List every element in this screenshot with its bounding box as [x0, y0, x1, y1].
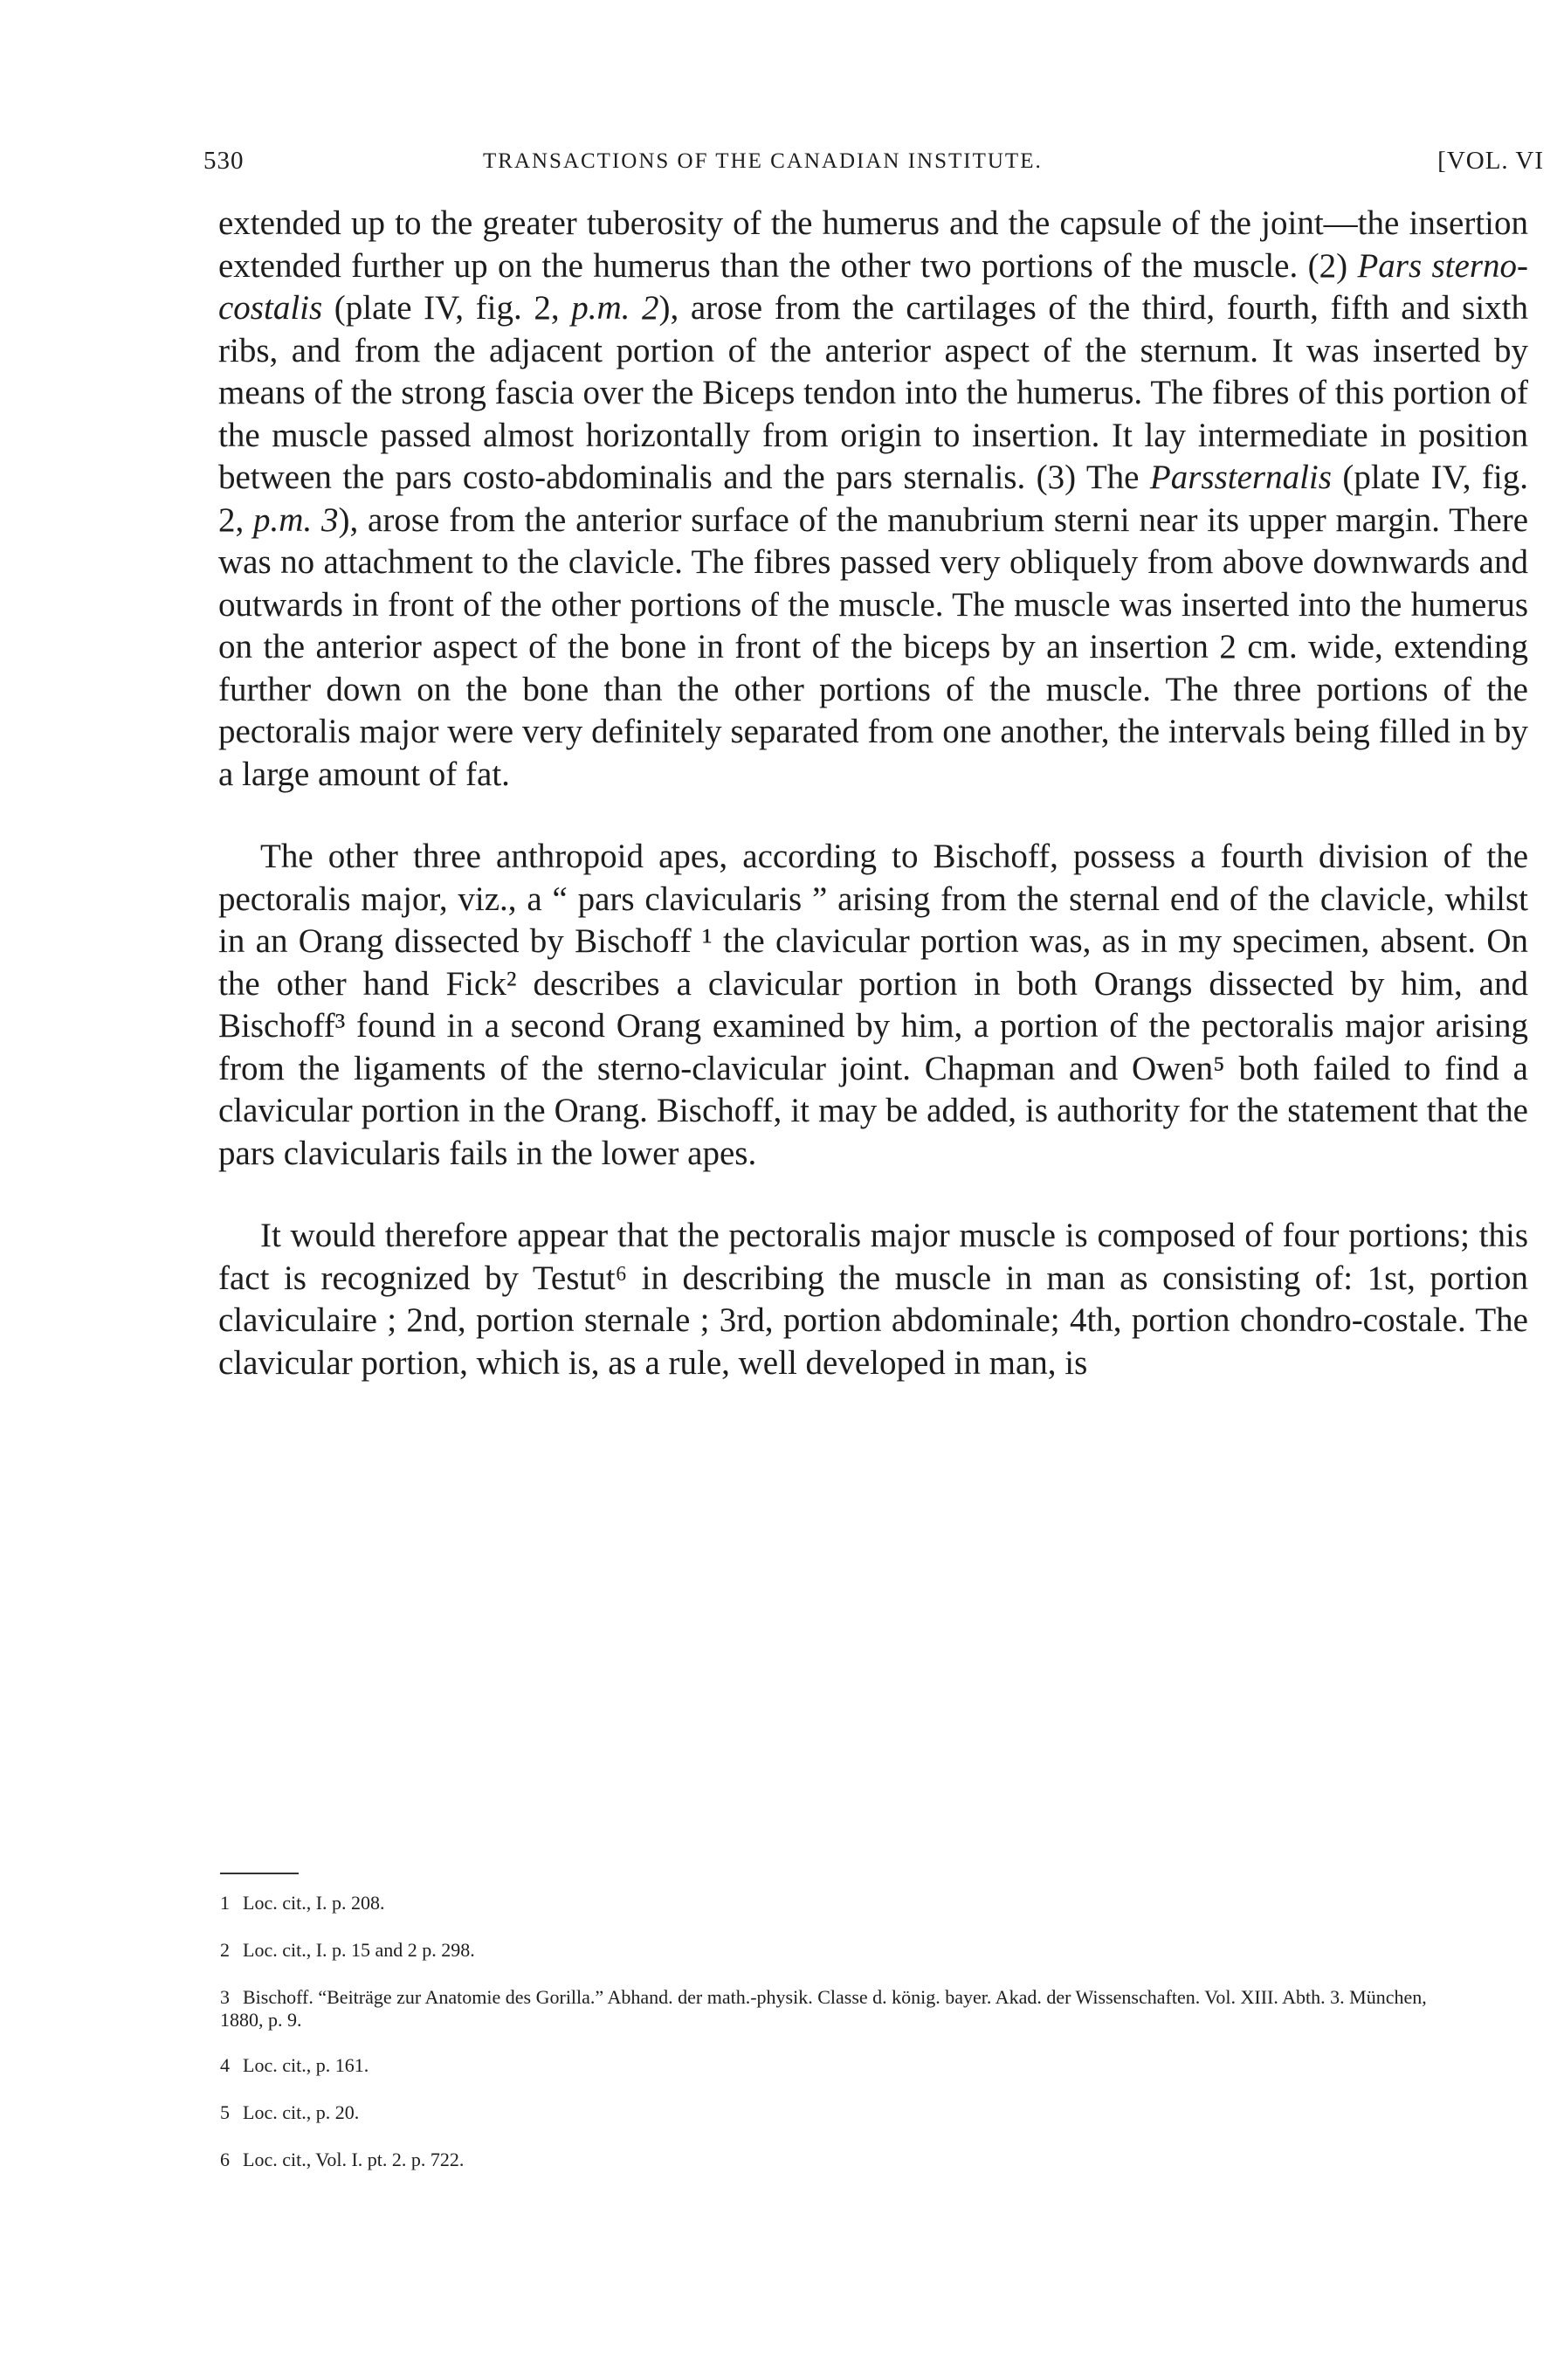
italic-term: Pars sterno-costalis [218, 246, 1528, 327]
journal-title: TRANSACTIONS OF THE CANADIAN INSTITUTE. [483, 149, 1043, 173]
footnote: 6 Loc. cit., Vol. I. pt. 2. p. 722. [220, 2149, 465, 2170]
footnote: 3 Bischoff. “Beiträge zur Anatomie des Gorilla.” Abhand. der math.-physik. Classe d. könig. bayer. Akad. der Wissenschaften. Vol. XIII. Abth. 3. München, 1880, p. 9. [220, 1986, 1427, 2031]
italic-term: Parssternalis [1149, 459, 1332, 496]
paragraph-3: It would therefore appear that the pectoralis major muscle is composed of four portions; this fact is recognized by Testut⁶ in describing the muscle in man as consisting of: 1st, portion claviculaire ; 2nd, portion sternale ; 3rd, portion abdominale; 4th, portion chondro-costale. The clavicular portion, which is, as a rule, well developed in man, is [218, 1217, 1528, 1382]
paragraph-2: The other three anthropoid apes, according to Bischoff, possess a fourth division of the pectoralis major, viz., a “ pars clavicularis ” arising from the sternal end of the clavicle, whilst in an Orang dissected by Bischoff ¹ the clavicular portion was, as in my specimen, absent. On the other hand Fick² describes a clavicular portion in both Orangs dissected by him, and Bischoff³ found in a second Orang examined by him, a portion of the pectoralis major arising from the ligaments of the sterno-clavicular joint. Chapman and Owen⁵ both failed to find a clavicular portion in the Orang. Bischoff, it may be added, is authority for the statement that the pars clavicularis fails in the lower apes. [218, 838, 1528, 1172]
volume-label: [VOL. VI [1437, 147, 1544, 175]
footnote: 5 Loc. cit., p. 20. [220, 2101, 360, 2123]
footnote-rule [220, 1873, 299, 1874]
page-number: 530 [203, 147, 245, 175]
footnote: 1 Loc. cit., I. p. 208. [220, 1892, 385, 1914]
paragraph-1: extended up to the greater tuberosity of the humerus and the capsule of the joint—the insertion extended further up on the humerus than the other two portions of the muscle. (2) Pars sterno-costalis (plate IV, fig. 2, p.m. 2), arose from the cartilages of the third, fourth, fifth and sixth ribs, and from the adjacent portion of the anterior aspect of the sternum. It was inserted by means of the strong fascia over the Biceps tendon into the humerus. The fibres of this portion of the muscle passed almost horizontally from origin to insertion. It lay intermediate in position between the pars costo-abdominalis and the pars sternalis. (3) The Parssternalis (plate IV, fig. 2, p.m. 3), arose from the anterior surface of the manubrium sterni near its upper margin. There was no attachment to the clavicle. The fibres passed very obliquely from above downwards and outwards in front of the other portions of the muscle. The muscle was inserted into the humerus on the anterior aspect of the bone in front of the biceps by an insertion 2 cm. wide, extending further down on the bone than the other portions of the muscle. The three portions of the pectoralis major were very definitely separated from one another, the intervals being filled in by a large amount of fat. [218, 204, 1529, 793]
footnotes [220, 1892, 1469, 2196]
footnote: 2 Loc. cit., I. p. 15 and 2 p. 298. [220, 1939, 475, 1961]
italic-ref: p.m. 2 [571, 289, 659, 327]
body-text [218, 203, 1528, 1384]
italic-ref: p.m. 3 [253, 500, 339, 539]
footnote: 4 Loc. cit., p. 161. [220, 2054, 369, 2076]
